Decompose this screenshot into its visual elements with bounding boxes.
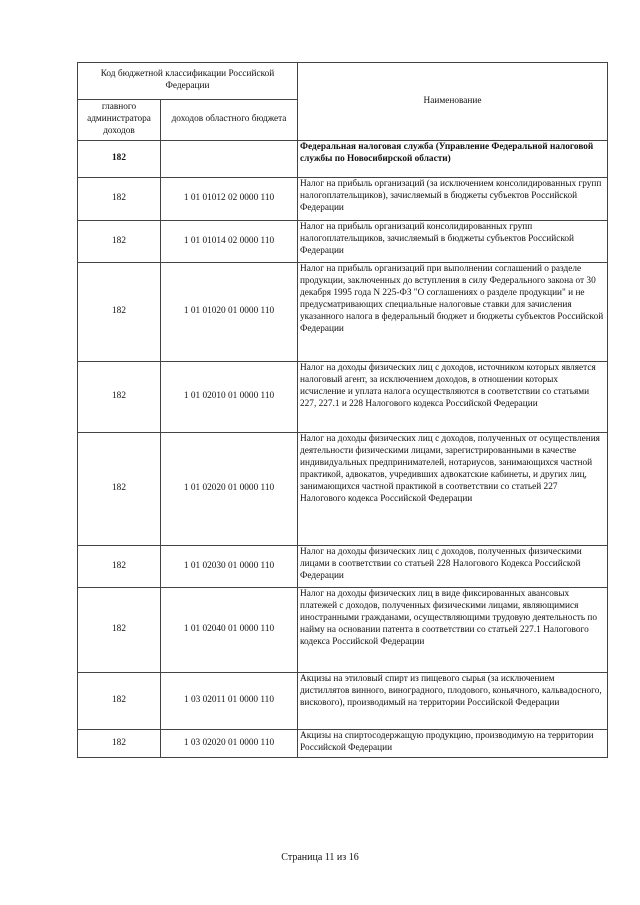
table-row [78, 673, 608, 730]
admin-code-cell: 182 [78, 730, 161, 758]
description-cell: Налог на прибыль организаций при выполнении соглашений о разделе продукции, заключенных до вступления в силу Федерального закона от 30 декабря 1995 года N 225-ФЗ "О соглашениях о разделе продукции" и не предусматривающих специальные налоговые ставки для зачисления указанного налога в федеральный бюджет и бюджеты субъектов Российской Федерации [298, 263, 608, 362]
description-cell: Налог на прибыль организаций (за исключением консолидированных групп налогоплательщиков), зачисляемый в бюджеты субъектов Российской Федерации [298, 178, 608, 221]
description-cell: Налог на прибыль организаций консолидированных групп налогоплательщиков, зачисляемый в бюджеты субъектов Российской Федерации [298, 221, 608, 263]
revenue-code-cell: 1 01 02020 01 0000 110 [161, 433, 298, 546]
description-cell: Налог на доходы физических лиц с доходов, полученных физическими лицами в соответствии со статьей 228 Налогового Кодекса Российской Федерации [298, 546, 608, 588]
revenue-code-cell: 1 01 02040 01 0000 110 [161, 588, 298, 673]
table-row [78, 730, 608, 758]
page-number: Страница 11 из 16 [281, 852, 359, 863]
table-row [78, 433, 608, 546]
header-admin: главного администратора доходов [78, 100, 161, 141]
revenue-code-cell: 1 03 02020 01 0000 110 [161, 730, 298, 758]
header-group-title: Код бюджетной классификации Российской Федерации [78, 63, 298, 100]
description-cell: Налог на доходы физических лиц с доходов, полученных от осуществления деятельности физическими лицами, зарегистрированными в качестве индивидуальных предпринимателей, нотариусов, занимающихся частной практикой, адвокатов, учредивших адвокатские кабинеты, и других лиц, занимающихся частной практикой в соответствии со статьей 227 Налогового кодекса Российской Федерации [298, 433, 608, 546]
table-row [78, 588, 608, 673]
header-name: Наименование [298, 63, 608, 141]
revenue-code-cell [161, 141, 298, 178]
table-row [78, 178, 608, 221]
description-cell: Федеральная налоговая служба (Управление Федеральной налоговой службы по Новосибирской области) [298, 141, 608, 178]
table-row [78, 141, 608, 178]
description-cell: Акцизы на этиловый спирт из пищевого сырья (за исключением дистиллятов винного, виноградного, плодового, коньячного, кальвадосного, вискового), производимый на территории Российской Федерации [298, 673, 608, 730]
admin-code-cell: 182 [78, 546, 161, 588]
admin-code-cell: 182 [78, 263, 161, 362]
description-cell: Налог на доходы физических лиц с доходов, источником которых является налоговый агент, за исключением доходов, в отношении которых исчисление и уплата налога осуществляются в соответствии со статьями 227, 227.1 и 228 Налогового кодекса Российской Федерации [298, 362, 608, 433]
budget-classification-table [77, 62, 608, 758]
admin-code-cell: 182 [78, 178, 161, 221]
revenue-code-cell: 1 01 02030 01 0000 110 [161, 546, 298, 588]
admin-code-cell: 182 [78, 362, 161, 433]
revenue-code-cell: 1 03 02011 01 0000 110 [161, 673, 298, 730]
description-cell: Акцизы на спиртосодержащую продукцию, производимую на территории Российской Федерации [298, 730, 608, 758]
header-code: доходов областного бюджета [161, 100, 298, 141]
table-row [78, 263, 608, 362]
admin-code-cell: 182 [78, 673, 161, 730]
admin-code-cell: 182 [78, 221, 161, 263]
revenue-code-cell: 1 01 01012 02 0000 110 [161, 178, 298, 221]
revenue-code-cell: 1 01 01020 01 0000 110 [161, 263, 298, 362]
admin-code-cell: 182 [78, 141, 161, 178]
description-cell: Налог на доходы физических лиц в виде фиксированных авансовых платежей с доходов, полученных физическими лицами, являющимися иностранными гражданами, осуществляющими трудовую деятельность по найму на основании патента в соответствии со статьей 227.1 Налогового кодекса Российской Федерации [298, 588, 608, 673]
revenue-code-cell: 1 01 02010 01 0000 110 [161, 362, 298, 433]
header-row-top [78, 63, 608, 100]
admin-code-cell: 182 [78, 433, 161, 546]
table-row [78, 221, 608, 263]
table-row [78, 546, 608, 588]
table-row [78, 362, 608, 433]
revenue-code-cell: 1 01 01014 02 0000 110 [161, 221, 298, 263]
admin-code-cell: 182 [78, 588, 161, 673]
